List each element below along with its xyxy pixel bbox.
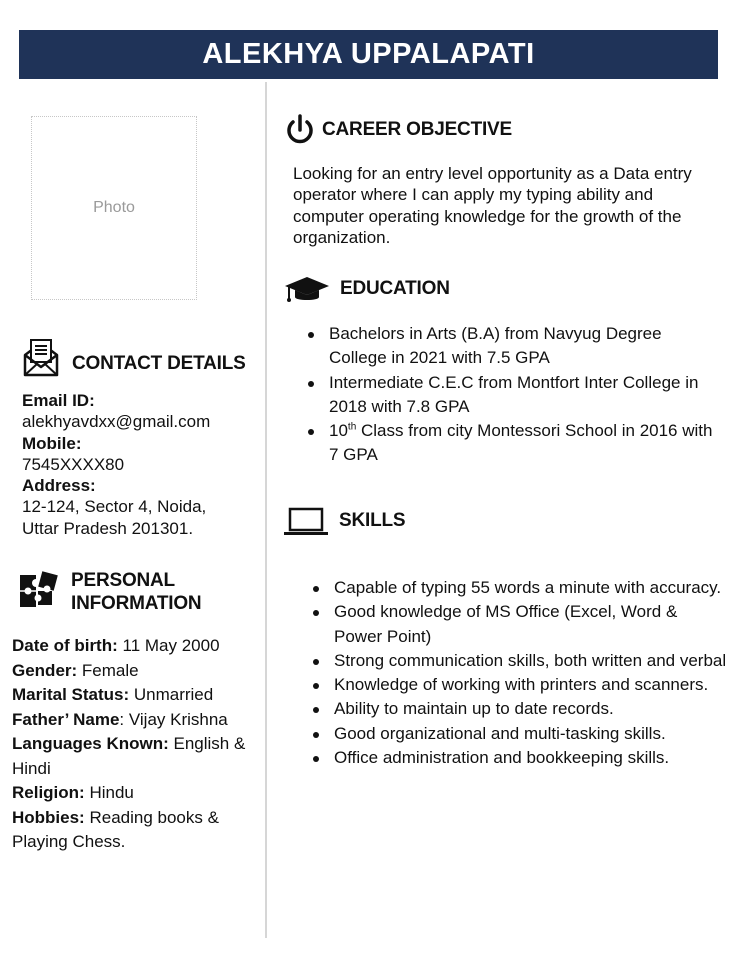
languages-value: English & Hindi <box>12 734 246 778</box>
skills-heading <box>283 505 405 537</box>
religion-value: Hindu <box>84 783 134 802</box>
dob-value: 11 May 2000 <box>117 636 220 655</box>
gender-label: Gender: <box>12 660 78 680</box>
email-label: Email ID: <box>22 391 95 410</box>
mobile-value: 7545XXXX80 <box>22 454 125 474</box>
languages-label: Languages Known: <box>12 734 169 753</box>
hobbies-value: Reading books & Playing Chess. <box>12 807 219 851</box>
candidate-name: ALEKHYA UPPALAPATI <box>202 38 535 70</box>
marital-value: Unmarried <box>129 685 214 704</box>
column-divider <box>265 82 267 938</box>
mail-icon <box>22 338 60 378</box>
personal-info <box>12 634 262 855</box>
skill-item: Good organizational and multi-tasking skills. <box>334 722 729 746</box>
education-item3-prefix: 10 <box>329 421 348 441</box>
objective-text: Looking for an entry level opportunity as a Data entry operator where I can apply my typing ability and computer operating knowledge for the growth of the organization. <box>293 164 692 247</box>
education-item: Bachelors in Arts (B.A) from Navyug Degree College in 2021 with 7.5 GPA <box>329 322 719 371</box>
skill-item: Knowledge of working with printers and scanners. <box>334 673 729 697</box>
photo-label: Photo <box>93 199 135 216</box>
education-heading <box>284 275 450 303</box>
skill-item: Ability to maintain up to date records. <box>334 697 729 721</box>
resume-header <box>19 30 718 79</box>
objective-heading <box>285 114 512 146</box>
personal-heading-line2: INFORMATION <box>71 593 202 614</box>
skills-heading-label: SKILLS <box>339 510 406 531</box>
education-heading-label: EDUCATION <box>340 278 450 299</box>
education-item <box>329 419 719 468</box>
address-line1: 12-124, Sector 4, Noida, <box>22 497 207 517</box>
address-label: Address: <box>22 476 96 496</box>
puzzle-icon <box>18 569 60 609</box>
father-label: Father’ Name <box>12 709 120 729</box>
photo-placeholder <box>31 116 197 300</box>
contact-heading <box>22 338 246 378</box>
dob-label: Date of birth: <box>12 636 118 655</box>
education-item3-rest: Class from city Montessori School in 2016 with 7 GPA <box>329 421 713 465</box>
skill-item: Good knowledge of MS Office (Excel, Word & Power Point) <box>334 600 729 649</box>
laptop-icon <box>283 505 329 537</box>
objective-heading-label: CAREER OBJECTIVE <box>322 119 513 140</box>
mobile-label: Mobile: <box>22 433 82 453</box>
education-item: Intermediate C.E.C from Montfort Inter College in 2018 with 7.8 GPA <box>329 371 719 420</box>
skills-list <box>334 576 729 770</box>
gender-value: Female <box>77 660 139 680</box>
contact-details <box>22 390 262 539</box>
father-value: : Vijay Krishna <box>119 709 228 729</box>
education-list <box>329 322 719 468</box>
skill-item: Office administration and bookkeeping skills. <box>334 746 729 770</box>
religion-label: Religion: <box>12 783 85 802</box>
email-value: alekhyavdxx@gmail.com <box>22 412 211 432</box>
hobbies-label: Hobbies: <box>12 807 85 827</box>
personal-heading <box>18 569 201 615</box>
education-item3-sup: th <box>347 421 357 433</box>
personal-heading-line1: PERSONAL <box>71 570 175 591</box>
personal-heading-label <box>71 569 201 615</box>
contact-heading-label: CONTACT DETAILS <box>72 353 246 374</box>
address-line2: Uttar Pradesh 201301. <box>22 518 194 538</box>
power-icon <box>285 114 315 146</box>
skill-item: Capable of typing 55 words a minute with accuracy. <box>334 576 729 600</box>
graduation-cap-icon <box>284 275 330 303</box>
marital-label: Marital Status: <box>12 685 130 704</box>
skill-item: Strong communication skills, both written and verbal <box>334 649 729 673</box>
